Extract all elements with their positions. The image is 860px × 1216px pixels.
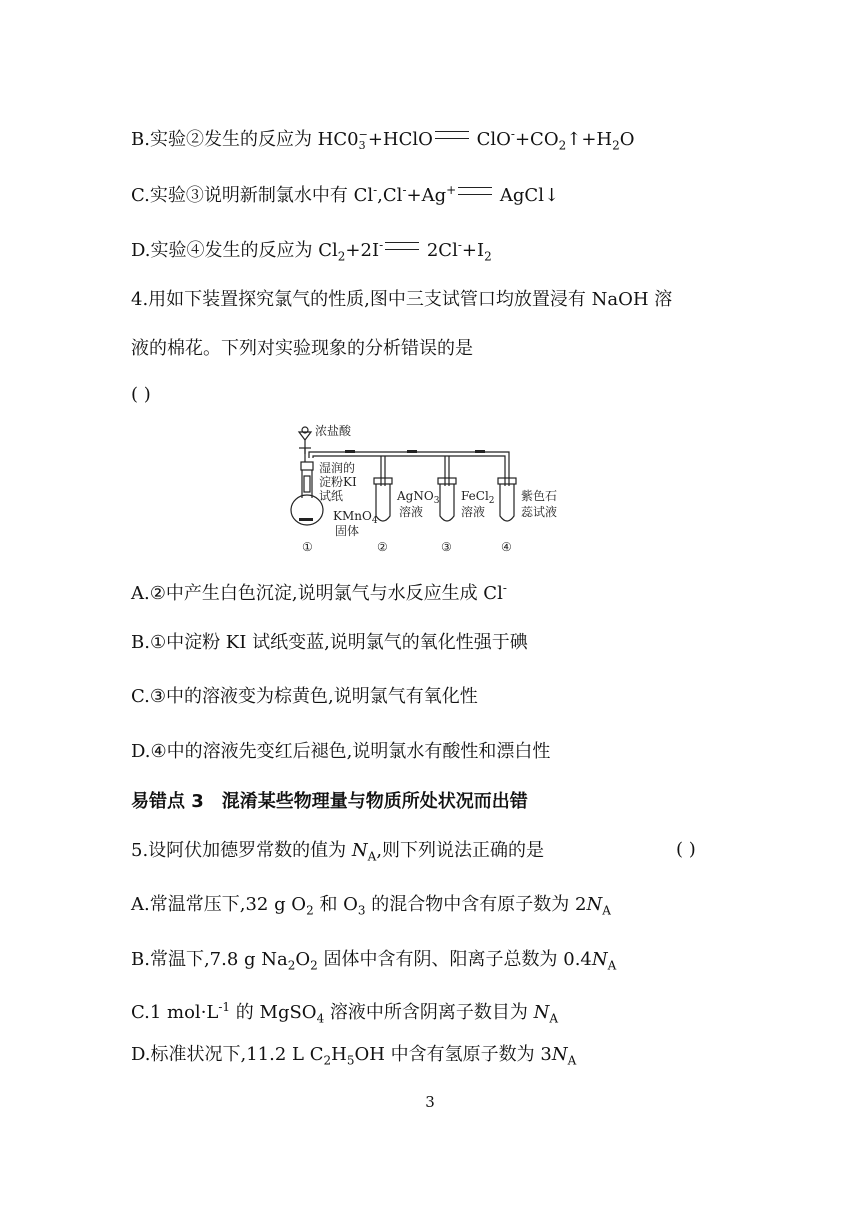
svg-text:蕊试液: 蕊试液 — [521, 505, 558, 519]
test-tube-4 — [500, 484, 514, 521]
svg-text:FeCl2: FeCl$_2$ — [461, 489, 495, 506]
q4-stem-line1: 4.用如下装置探究氯气的性质,图中三支试管口均放置浸有 NaOH 溶 — [131, 289, 673, 310]
svg-text:③: ③ — [441, 540, 452, 554]
svg-text:紫色石: 紫色石 — [521, 489, 558, 503]
svg-text:湿润的: 湿润的 — [319, 461, 356, 475]
q4-answer-paren: ( ) — [131, 384, 151, 405]
svg-text:AgNO3: AgNO$_3$ — [397, 489, 440, 506]
q5-option-a: A.常温常压下,32 g $O_2$ 和 $O_3$ 的混合物中含有原子数为 $2N_A$ — [131, 894, 611, 918]
q3-option-c: C.实验③说明新制氯水中有 Cl-,Cl-+Ag+ AgCl↓ — [131, 183, 560, 206]
equals-sign — [458, 187, 492, 195]
q5-option-b: B.常温下,7.8 g $Na_2O_2$ 固体中含有阴、阳离子总数为 $0.4N_A$ — [131, 949, 617, 973]
q4-option-b: B.①中淀粉 KI 试纸变蓝,说明氯气的氧化性强于碘 — [131, 632, 528, 653]
label-conc-hcl: 浓盐酸 — [315, 424, 352, 438]
svg-text:固体: 固体 — [335, 524, 360, 538]
q4-option-c: C.③中的溶液变为棕黄色,说明氯气有氧化性 — [131, 686, 478, 707]
q4-stem-line2: 液的棉花。下列对实验现象的分析错误的是 — [131, 338, 473, 359]
svg-text:KMnO4: KMnO$_4$ — [333, 509, 378, 526]
tube-top-2 — [374, 478, 392, 484]
q3-option-d: D.实验④发生的反应为 $Cl_2+2I^-$ $2Cl^-+I_2$ — [131, 238, 492, 264]
svg-text:②: ② — [377, 540, 388, 554]
svg-text:①: ① — [302, 540, 313, 554]
q3-option-b: B.实验②发生的反应为 HC0 − 3 +HClO $ClO^-+CO_2↑+H_2O$ — [131, 127, 635, 153]
svg-text:溶液: 溶液 — [461, 505, 486, 519]
page-number: 3 — [425, 1093, 435, 1111]
equals-sign — [435, 131, 469, 139]
test-tube-3 — [440, 484, 454, 521]
section-heading: 易错点 3 混淆某些物理量与物质所处状况而出错 — [131, 791, 528, 812]
apparatus-figure — [285, 418, 585, 558]
q5-option-c: C.1 $mol\cdot L^{-1}$ 的 MgSO$_4$ 溶液中所含阴离子数目为 $N_A$ — [131, 1000, 559, 1026]
q4-option-a: A.②中产生白色沉淀,说明氯气与水反应生成 Cl- — [131, 581, 507, 604]
test-tube-2 — [376, 484, 390, 521]
svg-text:试纸: 试纸 — [319, 489, 344, 503]
q4-option-d: D.④中的溶液先变红后褪色,说明氯水有酸性和漂白性 — [131, 741, 551, 762]
svg-text:淀粉KI: 淀粉KI — [319, 475, 357, 489]
q5-answer-paren: ( ) — [676, 839, 696, 860]
svg-text:溶液: 溶液 — [399, 505, 424, 519]
q5-option-d: D.标准状况下,11.2 L $C_2H_5OH$ 中含有氢原子数为 $3N_A$ — [131, 1044, 577, 1068]
equals-sign — [385, 242, 419, 250]
svg-text:④: ④ — [501, 540, 512, 554]
q5-stem: 5.设阿伏加德罗常数的值为 $N_A$,则下列说法正确的是 — [131, 840, 545, 864]
